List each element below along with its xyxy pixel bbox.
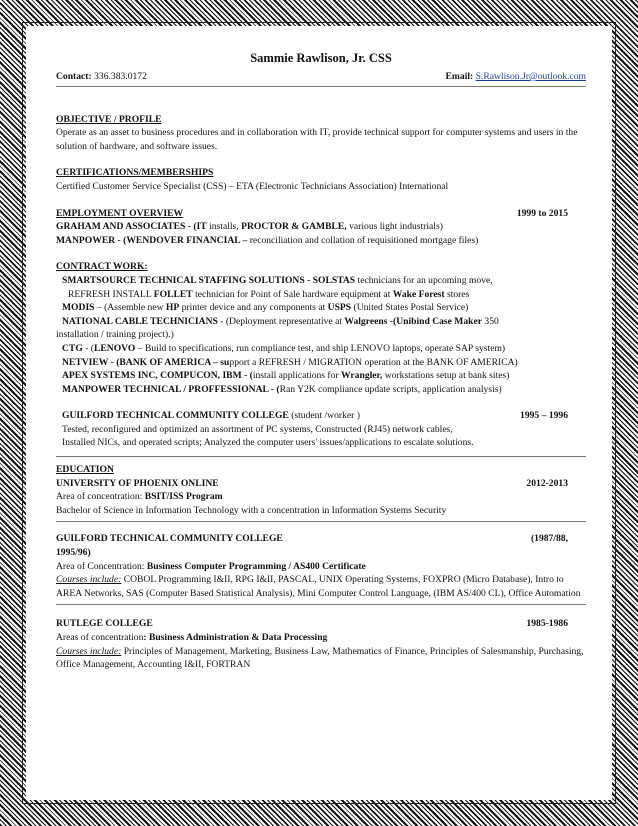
contract-employer: NATIONAL CABLE TECHNICIANS xyxy=(62,315,218,327)
contract-line xyxy=(56,301,586,315)
education-heading: EDUCATION xyxy=(56,464,114,476)
contract-text: printer device and any components at xyxy=(179,302,328,314)
contract-employer: SMARTSOURCE TECHNICAL STAFFING SOLUTIONS - SOLSTAS xyxy=(62,274,356,286)
contract-line xyxy=(56,383,586,397)
rc-courses xyxy=(56,645,586,672)
email-link[interactable]: S.Rawlison.Jr@outlook.com xyxy=(475,71,586,82)
contract-text: technicians for an upcoming move, xyxy=(355,274,493,286)
rc-name: RUTLEGE COLLEGE xyxy=(56,618,153,630)
email-info xyxy=(446,70,587,84)
area-label: Area of Concentration: xyxy=(56,560,147,572)
gtcc-edu-courses xyxy=(56,573,586,600)
contract-employer: NETVIEW - (BANK OF AMERICA – su xyxy=(62,356,230,368)
gtcc-work-years: 1995 – 1996 xyxy=(520,410,568,422)
courses-label: Courses include: xyxy=(56,645,122,657)
employment-text: reconciliation and collation of requisitioned mortgage files) xyxy=(247,234,479,246)
resume-name: Sammie Rawlison, Jr. CSS xyxy=(250,51,392,65)
employment-years: 1999 to 2015 xyxy=(516,207,568,219)
contract-employer: CTG xyxy=(62,342,83,354)
certifications-text: Certified Customer Service Specialist (CSS) – ETA (Electronic Technicians Association) International xyxy=(56,180,449,192)
uop-row xyxy=(56,477,586,491)
contract-client: Wake Forest xyxy=(392,288,445,300)
contract-text: - ( xyxy=(82,342,94,354)
contract-text: (United States Postal Service) xyxy=(351,302,469,314)
contract-text: - (Deployment representative at xyxy=(217,315,345,327)
area-value: : Business Administration & Data Processing xyxy=(143,632,328,643)
contract-line xyxy=(56,274,586,288)
rc-row xyxy=(56,617,586,631)
employment-line-1 xyxy=(56,220,586,234)
uop-years: 2012-2013 xyxy=(526,477,568,489)
contract-client: Wrangler, xyxy=(341,370,383,382)
contract-line xyxy=(56,315,586,329)
contract-text: – Build to specifications, run compliance test, and ship LENOVO laptops, operate SAP system) xyxy=(135,342,506,354)
contract-text: workstations setup at bank sites) xyxy=(382,370,510,382)
area-value: BSIT/ISS Program xyxy=(144,491,223,503)
employer-manpower: MANPOWER - (WENDOVER FINANCIAL – xyxy=(56,234,248,246)
contract-text: install applications for xyxy=(252,370,342,382)
gtcc-edu-years: (1987/88, xyxy=(530,533,568,545)
uop-degree: Bachelor of Science in Information Technology with a concentration in Information Systems Security xyxy=(56,504,447,516)
contact-phone: 336.383.0172 xyxy=(94,71,147,82)
employment-heading-row xyxy=(56,207,586,221)
gtcc-work-row xyxy=(56,409,586,423)
contract-line xyxy=(56,356,586,370)
employer-graham: GRAHAM AND ASSOCIATES - (IT xyxy=(56,221,207,233)
gtcc-edu-area xyxy=(56,560,586,574)
gtcc-edu-row xyxy=(56,532,586,546)
gtcc-work-line: Tested, reconfigured and optimized an assortment of PC systems, Constructed (RJ45) network cables, xyxy=(62,423,453,435)
contract-line xyxy=(56,288,586,302)
courses-list: COBOL Programming I&II, RPG I&II, PASCAL, UNIX Operating Systems, FOXPRO (Micro Database), Intro to AREA Networks, SAS (Computer Based Statistical Analysis), Mini Computer Control Language, (IBM AS/400 CL), Office Automation xyxy=(56,574,581,599)
contract-employer: MODIS xyxy=(62,302,95,314)
email-label: Email: xyxy=(445,71,474,82)
contract-line xyxy=(56,369,586,383)
gtcc-role: (student /worker ) xyxy=(288,410,360,422)
uop-area xyxy=(56,490,586,504)
employment-line-2 xyxy=(56,234,586,248)
employment-heading: EMPLOYMENT OVERVIEW xyxy=(56,207,184,219)
contract-line xyxy=(56,342,586,356)
employer-pg: PROCTOR & GAMBLE, xyxy=(241,221,347,233)
area-label: Area of concentration: xyxy=(56,491,145,503)
contract-employer: MANPOWER TECHNICAL / PROFFESSIONAL - ( xyxy=(62,383,280,395)
contact-label: Contact: xyxy=(56,71,92,82)
contact-row xyxy=(56,70,586,84)
contract-client: LENOVO xyxy=(93,342,136,354)
contract-heading: CONTRACT WORK: xyxy=(56,261,148,273)
objective-heading: OBJECTIVE / PROFILE xyxy=(56,113,162,125)
contract-client: USPS xyxy=(327,302,352,314)
contract-text: REFRESH INSTALL xyxy=(68,288,154,300)
contract-text: Ran Y2K compliance update scripts, application analysis) xyxy=(279,383,502,395)
objective-text: Operate as an asset to business procedures and in collaboration with IT, provide technical support for computer systems and users in the solution of hardware, and software issues. xyxy=(56,127,578,152)
contract-employer: APEX SYSTEMS INC, COMPUCON, IBM - ( xyxy=(62,370,253,382)
gtcc-edu-years-cont: 1995/96) xyxy=(56,547,91,559)
courses-list: Principles of Management, Marketing, Business Law, Mathematics of Finance, Principles of Salesmanship, Purchasing, Office Management, Accounting I&II, FORTRAN xyxy=(56,645,584,671)
contract-text: technician for Point of Sale hardware equipment at xyxy=(192,288,393,300)
area-value: Business Computer Programming / AS400 Certificate xyxy=(146,560,366,572)
contract-text: – (Assemble new xyxy=(94,302,166,314)
gtcc-employer: GUILFORD TECHNICAL COMMUNITY COLLEGE xyxy=(62,410,289,422)
gtcc-work-title xyxy=(62,409,360,423)
contract-client: Walgreens -(Unibind Case Maker xyxy=(344,315,483,327)
employment-text: installs, xyxy=(206,221,242,233)
contract-text: 350 xyxy=(482,315,499,327)
rc-years: 1985-1986 xyxy=(526,618,568,630)
rc-area xyxy=(56,631,586,645)
resume-document xyxy=(56,50,586,672)
gtcc-edu-name: GUILFORD TECHNICAL COMMUNITY COLLEGE xyxy=(56,533,283,545)
employment-text: various light industrials) xyxy=(346,221,443,233)
contract-client: HP xyxy=(165,302,180,314)
courses-label: Courses include: xyxy=(56,574,122,586)
contract-text: pport a REFRESH / MIGRATION operation at the BANK OF AMERICA) xyxy=(229,356,518,368)
area-label: Areas of concentration xyxy=(56,632,144,643)
uop-name: UNIVERSITY OF PHOENIX ONLINE xyxy=(56,477,219,489)
gtcc-work-line: Installed NICs, and operated scripts; Analyzed the computer users' issues/applications to escalate solutions. xyxy=(62,437,474,449)
contract-text: stores xyxy=(444,288,470,300)
certifications-heading: CERTIFICATIONS/MEMBERSHIPS xyxy=(56,167,214,179)
contract-line: installation / training project).) xyxy=(56,329,174,341)
contract-employer: FOLLET xyxy=(153,288,193,300)
contact-info xyxy=(56,70,147,84)
